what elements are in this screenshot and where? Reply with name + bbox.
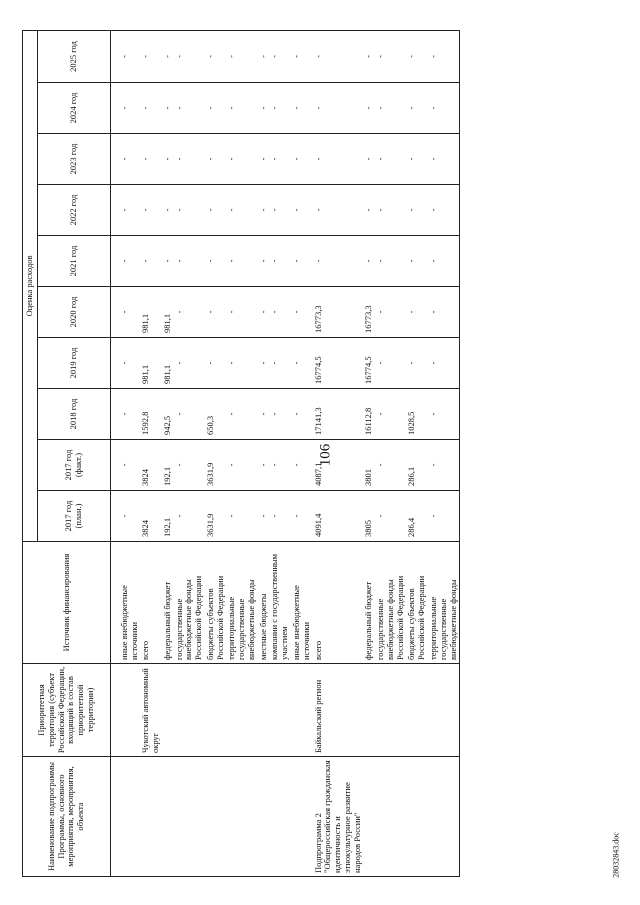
cell-value: - — [174, 134, 205, 185]
cell-value: 3824 — [140, 440, 162, 491]
cell-value: - — [226, 389, 257, 440]
cell-value: - — [205, 30, 227, 82]
cell-program-name — [428, 757, 460, 877]
cell-value: 1592,8 — [140, 389, 162, 440]
table-row — [205, 30, 227, 876]
spacer-cell — [110, 287, 119, 338]
header-row-top — [23, 30, 38, 876]
cell-value: - — [375, 134, 406, 185]
cell-value: - — [269, 440, 291, 491]
cell-value: 981,1 — [162, 287, 174, 338]
cell-value: - — [313, 236, 364, 287]
cell-value: - — [291, 83, 313, 134]
cell-value: 3824 — [140, 491, 162, 542]
cell-value: - — [174, 491, 205, 542]
cell-value: - — [375, 83, 406, 134]
cell-value: - — [375, 491, 406, 542]
rotated-table-container — [22, 31, 581, 877]
cell-program-name — [226, 757, 257, 877]
cell-value: - — [119, 440, 141, 491]
cell-funding-source: компании с государственным участием — [269, 542, 291, 664]
cell-value: - — [174, 30, 205, 82]
cell-territory — [226, 664, 257, 757]
table-row — [313, 30, 364, 876]
cell-value: - — [205, 185, 227, 236]
cell-value: 3631,9 — [205, 491, 227, 542]
cell-value: - — [406, 134, 428, 185]
cell-value: 3805 — [363, 491, 375, 542]
table-row — [119, 30, 141, 876]
spacer-cell — [110, 236, 119, 287]
cell-value: - — [406, 185, 428, 236]
cell-territory — [162, 664, 174, 757]
cell-value: - — [174, 236, 205, 287]
table-body — [110, 30, 460, 876]
cell-value: - — [119, 491, 141, 542]
cell-value: 16774,5 — [363, 338, 375, 389]
cell-value: - — [269, 185, 291, 236]
cell-value: - — [226, 491, 257, 542]
cell-value: - — [375, 236, 406, 287]
cell-value: 16112,8 — [363, 389, 375, 440]
header-territory: Приоритетная территория (субъект Российской Федерации, входящий в состав приоритетной территории) — [23, 664, 111, 757]
spacer-cell — [110, 338, 119, 389]
cell-value: - — [313, 83, 364, 134]
cell-territory — [428, 664, 460, 757]
cell-value: - — [428, 83, 460, 134]
cell-value: - — [226, 83, 257, 134]
cell-value: - — [226, 440, 257, 491]
cell-program-name — [174, 757, 205, 877]
table-row — [258, 30, 270, 876]
cell-value: 1028,5 — [406, 389, 428, 440]
cell-value: - — [269, 30, 291, 82]
cell-value: - — [174, 185, 205, 236]
cell-value: - — [226, 338, 257, 389]
cell-value: - — [258, 287, 270, 338]
cell-funding-source: территориальные государственные внебюджетные фонды — [428, 542, 460, 664]
cell-value: - — [258, 440, 270, 491]
cell-value: 16773,3 — [363, 287, 375, 338]
cell-territory — [269, 664, 291, 757]
cell-value: - — [174, 338, 205, 389]
header-source: Источник финансирования — [23, 542, 111, 664]
cell-territory — [174, 664, 205, 757]
cell-value: - — [205, 83, 227, 134]
cell-funding-source: местные бюджеты — [258, 542, 270, 664]
cell-territory — [406, 664, 428, 757]
cell-funding-source: бюджеты субъектов Российской Федерации — [406, 542, 428, 664]
cell-value: - — [363, 236, 375, 287]
cell-value: - — [119, 30, 141, 82]
cell-value: - — [428, 236, 460, 287]
cell-value: - — [291, 338, 313, 389]
cell-value: 3631,9 — [205, 440, 227, 491]
cell-value: 650,3 — [205, 389, 227, 440]
spacer-cell — [110, 134, 119, 185]
cell-value: - — [428, 30, 460, 82]
cell-value: - — [174, 440, 205, 491]
table-row — [363, 30, 375, 876]
cell-value: - — [375, 389, 406, 440]
header-year: 2017 год (план.) — [37, 491, 110, 542]
cell-value: - — [205, 287, 227, 338]
cell-value: - — [406, 30, 428, 82]
cell-value: - — [291, 236, 313, 287]
cell-value: - — [363, 30, 375, 82]
cell-value: - — [174, 389, 205, 440]
cell-value: - — [140, 236, 162, 287]
header-year: 2025 год — [37, 30, 110, 82]
document-code: 28032843.doc — [611, 832, 621, 878]
cell-value: 192,1 — [162, 440, 174, 491]
table-row — [269, 30, 291, 876]
cell-value: - — [313, 185, 364, 236]
cell-value: - — [269, 338, 291, 389]
spacer-cell — [110, 664, 119, 757]
cell-value: - — [269, 389, 291, 440]
spacer-cell — [110, 83, 119, 134]
cell-value: - — [162, 236, 174, 287]
cell-value: 286,4 — [406, 491, 428, 542]
cell-value: - — [226, 236, 257, 287]
header-name: Наименование подпрограммы Программы, основного мероприятия, мероприятия, объекта — [23, 757, 111, 877]
cell-value: - — [269, 287, 291, 338]
cell-value: - — [269, 134, 291, 185]
cell-value: - — [428, 287, 460, 338]
cell-program-name — [205, 757, 227, 877]
cell-value: - — [258, 491, 270, 542]
cell-value: 16773,3 — [313, 287, 364, 338]
cell-value: 286,1 — [406, 440, 428, 491]
cell-value: - — [258, 30, 270, 82]
cell-funding-source: иные внебюджетные источники — [119, 542, 141, 664]
cell-value: - — [258, 389, 270, 440]
cell-value: - — [119, 236, 141, 287]
cell-value: 4087,1 — [313, 440, 364, 491]
spacer-row — [110, 30, 119, 876]
cell-value: - — [119, 338, 141, 389]
cell-value: - — [291, 440, 313, 491]
cell-funding-source: всего — [313, 542, 364, 664]
cell-value: - — [119, 287, 141, 338]
cell-value: - — [375, 287, 406, 338]
header-year: 2019 год — [37, 338, 110, 389]
cell-value: - — [140, 83, 162, 134]
cell-value: - — [428, 389, 460, 440]
cell-program-name — [119, 757, 141, 877]
header-year: 2018 год — [37, 389, 110, 440]
cell-value: - — [269, 491, 291, 542]
cell-territory — [363, 664, 375, 757]
cell-value: - — [119, 389, 141, 440]
cell-territory — [119, 664, 141, 757]
header-year: 2020 год — [37, 287, 110, 338]
cell-value: - — [428, 185, 460, 236]
cell-territory — [258, 664, 270, 757]
spacer-cell — [110, 440, 119, 491]
cell-value: - — [162, 185, 174, 236]
cell-program-name — [406, 757, 428, 877]
cell-value: - — [363, 134, 375, 185]
cell-value: - — [162, 134, 174, 185]
cell-value: - — [258, 338, 270, 389]
cell-value: - — [291, 185, 313, 236]
cell-value: - — [140, 185, 162, 236]
cell-value: - — [291, 389, 313, 440]
spacer-cell — [110, 542, 119, 664]
cell-value: 4091,4 — [313, 491, 364, 542]
cell-value: - — [258, 83, 270, 134]
cell-value: - — [428, 338, 460, 389]
cell-territory — [205, 664, 227, 757]
cell-value: 16774,5 — [313, 338, 364, 389]
cell-value: - — [140, 134, 162, 185]
cell-value: - — [363, 83, 375, 134]
cell-territory — [291, 664, 313, 757]
cell-value: 192,1 — [162, 491, 174, 542]
table-row — [174, 30, 205, 876]
cell-value: - — [428, 491, 460, 542]
cell-funding-source: федеральный бюджет — [363, 542, 375, 664]
cell-program-name — [363, 757, 375, 877]
table-row — [375, 30, 406, 876]
table-row — [226, 30, 257, 876]
cell-value: - — [428, 134, 460, 185]
cell-funding-source: федеральный бюджет — [162, 542, 174, 664]
header-year: 2024 год — [37, 83, 110, 134]
cell-program-name — [291, 757, 313, 877]
cell-program-name — [269, 757, 291, 877]
header-year: 2017 год (факт.) — [37, 440, 110, 491]
cell-value: 3801 — [363, 440, 375, 491]
spacer-cell — [110, 757, 119, 877]
cell-value: - — [162, 30, 174, 82]
cell-program-name — [162, 757, 174, 877]
cell-funding-source: государственные внебюджетные фонды Российской Федерации — [174, 542, 205, 664]
cell-value: - — [205, 236, 227, 287]
cell-value: - — [291, 30, 313, 82]
cell-value: - — [119, 134, 141, 185]
cell-value: - — [226, 287, 257, 338]
table-row — [406, 30, 428, 876]
cell-funding-source: иные внебюджетные источники — [291, 542, 313, 664]
cell-value: - — [205, 134, 227, 185]
cell-value: - — [205, 338, 227, 389]
header-year: 2023 год — [37, 134, 110, 185]
cell-value: - — [406, 287, 428, 338]
cell-value: - — [226, 134, 257, 185]
cell-value: - — [406, 83, 428, 134]
cell-value: - — [375, 185, 406, 236]
spacer-cell — [110, 30, 119, 82]
cell-territory: Байкальский регион — [313, 664, 364, 757]
cell-value: - — [363, 185, 375, 236]
table-row — [291, 30, 313, 876]
table-row — [162, 30, 174, 876]
cell-value: - — [140, 30, 162, 82]
cell-value: - — [269, 83, 291, 134]
cell-value: - — [269, 236, 291, 287]
spacer-cell — [110, 491, 119, 542]
table-row — [428, 30, 460, 876]
spacer-cell — [110, 185, 119, 236]
cell-funding-source: территориальные государственные внебюджетные фонды — [226, 542, 257, 664]
cell-value: - — [375, 338, 406, 389]
cell-value: - — [313, 134, 364, 185]
header-year: 2022 год — [37, 185, 110, 236]
cell-value: - — [375, 30, 406, 82]
cell-program-name — [375, 757, 406, 877]
header-estimate: Оценка расходов — [23, 30, 38, 541]
page-number: 106 — [317, 443, 334, 467]
cell-value: - — [119, 83, 141, 134]
cell-value: - — [291, 287, 313, 338]
cell-funding-source: государственные внебюджетные фонды Российской Федерации — [375, 542, 406, 664]
cell-funding-source: всего — [140, 542, 162, 664]
cell-funding-source: бюджеты субъектов Российской Федерации — [205, 542, 227, 664]
cell-value: 942,5 — [162, 389, 174, 440]
cell-value: - — [162, 83, 174, 134]
cell-value: - — [174, 287, 205, 338]
cell-program-name: Подпрограмма 2 "Общероссийская гражданская идентичность и этнокультурное развитие народов России" — [313, 757, 364, 877]
cell-value: - — [313, 30, 364, 82]
cell-value: - — [375, 440, 406, 491]
cell-value: - — [258, 134, 270, 185]
cell-value: - — [174, 83, 205, 134]
cell-value: - — [291, 491, 313, 542]
cell-value: 981,1 — [140, 287, 162, 338]
cell-territory: Чукотский автономный округ — [140, 664, 162, 757]
cell-value: - — [258, 236, 270, 287]
cell-value: 981,1 — [140, 338, 162, 389]
cell-program-name — [140, 757, 162, 877]
table-row — [140, 30, 162, 876]
cell-value: - — [119, 185, 141, 236]
header-year: 2021 год — [37, 236, 110, 287]
cell-value: - — [291, 134, 313, 185]
budget-table — [22, 30, 460, 877]
cell-value: 17141,3 — [313, 389, 364, 440]
cell-value: - — [428, 440, 460, 491]
cell-value: - — [406, 338, 428, 389]
cell-value: - — [406, 236, 428, 287]
cell-value: - — [226, 185, 257, 236]
cell-value: - — [226, 30, 257, 82]
cell-value: 981,1 — [162, 338, 174, 389]
cell-program-name — [258, 757, 270, 877]
spacer-cell — [110, 389, 119, 440]
cell-territory — [375, 664, 406, 757]
cell-value: - — [258, 185, 270, 236]
